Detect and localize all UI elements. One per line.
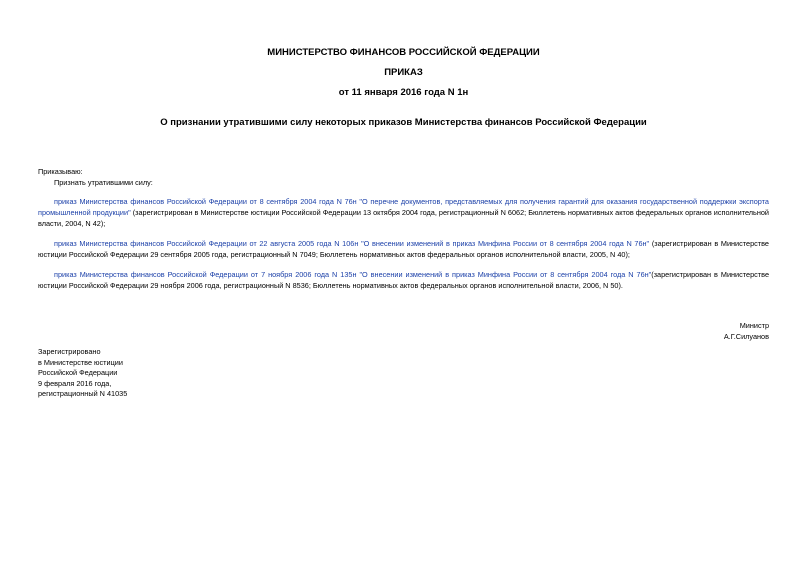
order-word: Приказываю: [38, 167, 83, 176]
order-76n-link[interactable]: приказ Министерства финансов Российской Федерации от 8 сентября 2004 года N 76н "О перечне документов, представляемых для получения гарантий для оказания государственной поддержки экспорта промышленной продукции" [38, 197, 769, 217]
signature-position: Министр [739, 321, 769, 330]
order-135n-details: (зарегистрирован в Министерстве юстиции Российской Федерации 29 ноября 2006 года, регистрационный N 8536; Бюллетень нормативных актов федеральных органов исполнительной власти, 2006, N 50). [38, 270, 770, 290]
order-106n-link[interactable]: приказ Министерства финансов Российской Федерации от 22 августа 2005 года N 106н "О внесении изменений в приказ Минфина России от 8 сентября 2004 года N 76н" [54, 239, 650, 248]
date-number-heading: от 11 января 2016 года N 1н [338, 87, 469, 98]
registration-block [38, 347, 127, 400]
document-title: О признании утратившими силу некоторых приказов Министерства финансов Российской Федерации [160, 117, 647, 128]
registration-line: Российской Федерации [38, 368, 118, 377]
signature-name: А.Г.Силуанов [723, 332, 769, 341]
list-item [38, 269, 769, 291]
declare-line: Признать утратившими силу: [54, 178, 153, 187]
registration-line: регистрационный N 41035 [38, 389, 128, 398]
order-106n-details: (зарегистрирован в Министерстве юстиции Российской Федерации 29 сентября 2005 года, регистрационный N 7049; Бюллетень нормативных актов федеральных органов исполнительной власти, 2005, N 40); [38, 239, 769, 259]
list-item [38, 196, 769, 229]
registration-line: в Министерстве юстиции [38, 357, 123, 367]
registration-line: Зарегистрировано [38, 347, 101, 356]
ministry-heading: МИНИСТЕРСТВО ФИНАНСОВ РОССИЙСКОЙ ФЕДЕРАЦИИ [267, 47, 540, 58]
registration-line: 9 февраля 2016 года, [38, 378, 112, 388]
list-item [38, 238, 769, 260]
order-76n-details: (зарегистрирован в Министерстве юстиции Российской Федерации 13 октября 2004 года, регистрационный N 6062; Бюллетень нормативных актов федеральных органов исполнительной власти, 2004, N 42); [38, 208, 770, 228]
order-135n-link[interactable]: приказ Министерства финансов Российской Федерации от 7 ноября 2006 года N 135н "О внесении изменений в приказ Минфина России от 8 сентября 2004 года N 76н" [54, 270, 652, 279]
doc-type-heading: ПРИКАЗ [384, 67, 423, 78]
